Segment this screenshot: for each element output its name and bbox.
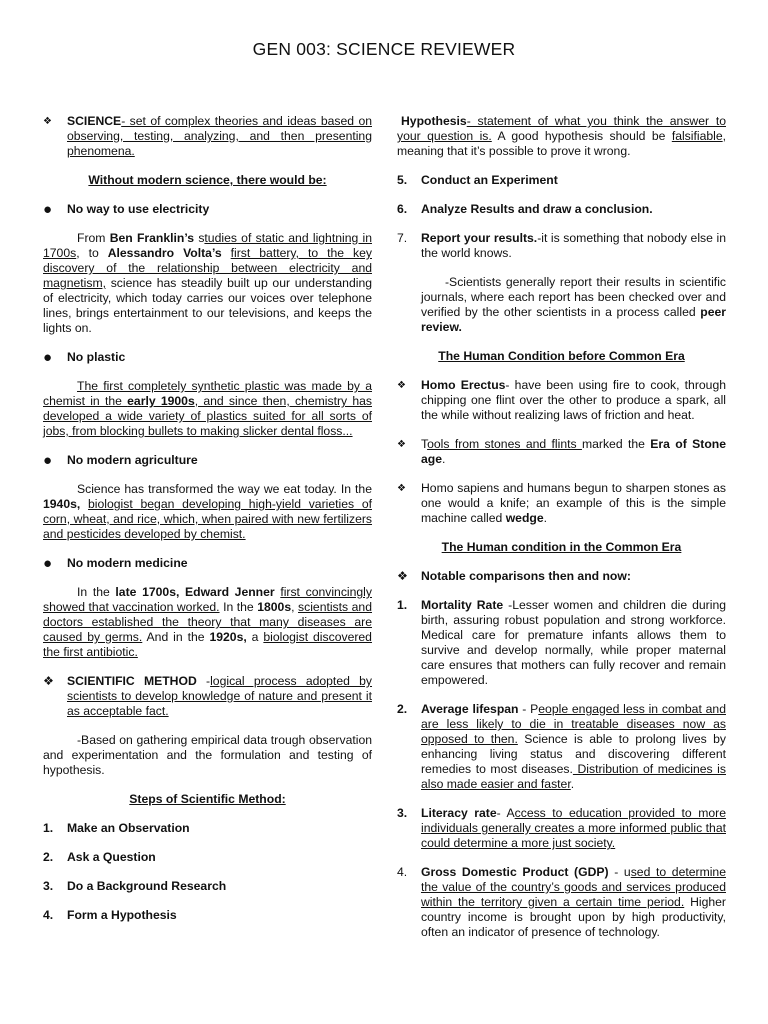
list-number: 3. (397, 806, 408, 820)
text-span: Literacy rate (421, 806, 497, 820)
step-label: Form a Hypothesis (67, 908, 177, 922)
text-span: , to (76, 246, 108, 260)
text-span: falsifiable (671, 129, 723, 143)
step-item (43, 850, 372, 865)
medicine-heading-text: No modern medicine (67, 556, 188, 570)
text-span: s (194, 231, 205, 245)
diamond-bullet-icon: ❖ (43, 674, 54, 688)
step-item (397, 231, 726, 261)
diamond-bullet-icon: ❖ (397, 380, 406, 391)
left-column (43, 114, 372, 937)
plastic-paragraph (43, 379, 372, 439)
text-span: , and since then, chemistry has developed a wide variety of plastics suited for all sorts of jobs, from blocking bullets to making slicker dental floss... (43, 394, 372, 438)
page-title: GEN 003: SCIENCE REVIEWER (252, 39, 516, 59)
step-label: Ask a Question (67, 850, 156, 864)
gdp-item (397, 865, 726, 940)
plastic-heading (43, 350, 372, 365)
step-number: 4. (43, 908, 54, 922)
text-span: . (442, 452, 446, 466)
text-span: And in the (142, 630, 210, 644)
step-label: Do a Background Research (67, 879, 227, 893)
list-number: 4. (397, 865, 408, 879)
without-science-heading: Without modern science, there would be: (88, 173, 327, 187)
step-number: 5. (397, 173, 408, 187)
text-span: 1920s, (209, 630, 247, 644)
text-span (222, 246, 231, 260)
text-span: Average lifespan (421, 702, 519, 716)
list-number: 2. (397, 702, 408, 716)
text-span: - u (608, 865, 631, 879)
text-span: wedge (505, 511, 544, 525)
text-span: ools from stones and flints (427, 437, 582, 451)
text-span: The first completely synthetic plastic was made by a chemist in the (43, 379, 372, 408)
plastic-heading-text: No plastic (67, 350, 126, 364)
text-span: , (291, 600, 299, 614)
electricity-paragraph (43, 231, 372, 336)
homo-erectus-item (397, 378, 726, 423)
step-label: Conduct an Experiment (421, 173, 558, 187)
text-span: - (196, 674, 211, 688)
text-span: - have been using fire to cook, through chipping one flint over the other to produce a spark, all the while without realizing laws of friction and heat. (421, 378, 726, 422)
before-ce-heading: The Human Condition before Common Era (438, 349, 685, 363)
text-span: late 1700s, Edward Jenner (115, 585, 275, 599)
mortality-rate-item (397, 598, 726, 688)
electricity-heading-text: No way to use electricity (67, 202, 210, 216)
peer-review-paragraph (397, 275, 726, 335)
text-span: Alessandro Volta’s (107, 246, 222, 260)
text-span: peer review. (421, 305, 726, 334)
step-item (397, 173, 726, 188)
text-span: In the (77, 585, 116, 599)
text-span: biologist discovered the first antibiotic. (43, 630, 372, 659)
average-lifespan-item (397, 702, 726, 792)
text-span (80, 497, 88, 511)
agriculture-heading-text: No modern agriculture (67, 453, 198, 467)
step-number: 3. (43, 879, 54, 893)
method-based-paragraph: -Based on gathering empirical data trough observation and experimentation and the formulation and testing of hypothesis. (43, 733, 372, 777)
science-definition (43, 114, 372, 159)
comparisons-heading (397, 569, 726, 584)
text-span: , meaning that it’s possible to prove it wrong. (397, 129, 727, 158)
bullet-dot-icon: ● (43, 555, 53, 572)
homo-sapiens-item (397, 481, 726, 526)
text-span: Higher country income is brought upon by high productivity, often an indicator of presence of technology. (421, 895, 726, 939)
text-span: biologist began developing high-yield varieties of corn, wheat, and rice, which, when paired with new fertilizers and pesticides developed by chemist. (43, 497, 372, 541)
text-span: scientists and doctors established the theory that many diseases are caused by germs. (43, 600, 372, 644)
electricity-heading (43, 202, 372, 217)
bullet-dot-icon: ● (43, 201, 53, 218)
text-span: Homo sapiens and humans begun to sharpen stones as one would a knife; an example of this is the simple machine called (421, 481, 726, 525)
agriculture-heading (43, 453, 372, 468)
diamond-bullet-icon: ❖ (397, 483, 406, 494)
text-span: Homo Erectus (421, 378, 506, 392)
text-span: Ben Franklin’s (109, 231, 195, 245)
literacy-rate-item (397, 806, 726, 851)
comparisons-heading-text: Notable comparisons then and now: (421, 569, 631, 583)
text-span: Science has transformed the way we eat today. In the (77, 482, 372, 496)
bullet-dot-icon: ● (43, 349, 53, 366)
diamond-bullet-icon: ❖ (397, 569, 408, 583)
text-span: Gross Domestic Product (GDP) (421, 865, 609, 879)
medicine-paragraph (43, 585, 372, 660)
step-item (43, 908, 372, 923)
text-span: - P (518, 702, 539, 716)
text-span: ccess to education provided to more individuals generally creates a more informed public that could determine a more just society. (421, 806, 726, 850)
text-span: . (543, 511, 548, 525)
text-span: tudies of static and lightning in 1700s (43, 231, 372, 260)
ce-heading: The Human condition in the Common Era (441, 540, 682, 554)
text-span: - A (496, 806, 515, 820)
text-span: -Scientists generally report their results in scientific journals, where each report has been checked over and verified by the other scientists in a process called (421, 275, 726, 319)
text-span: first battery, to the key discovery of the relationship between electricity and magnetism, (43, 246, 372, 290)
text-span: Science is able to prolong lives by enhancing living status and discovering different remedies to most diseases. (421, 732, 726, 776)
text-span: logical process adopted by scientists to develop knowledge of nature and present it as acceptable fact. (67, 674, 373, 718)
list-number: 1. (397, 598, 408, 612)
text-span: T (421, 437, 428, 451)
text-span: SCIENTIFIC METHOD (67, 674, 197, 688)
step-label: Report your results. (421, 231, 538, 245)
text-span: . (570, 777, 575, 791)
text-span: From (77, 231, 110, 245)
text-span: In the (219, 600, 258, 614)
hypothesis-definition (397, 114, 726, 159)
text-span: - statement of what you think the answer to your question is. (397, 114, 726, 143)
text-span: early 1900s (127, 394, 195, 408)
text-span: Distribution of medicines is also made easier and faster (421, 762, 726, 791)
text-span: sed to determine the value of the country’s goods and services produced within the territory given a certain time period. (421, 865, 726, 909)
step-item (43, 879, 372, 894)
stone-tools-item (397, 437, 726, 467)
text-span: -Lesser women and children die during birth, assuring robust population and strong workforce. Medical care for premature infants allows them to survive and develop normally, while proper maternal care ensures that mothers can fully recover and remain empowered. (421, 598, 727, 687)
science-def: - set of complex theories and ideas based on observing, testing, analyzing, and then presenting phenomena. (67, 114, 372, 158)
right-column (397, 114, 726, 954)
text-span: science has steadily built up our understanding of electricity, which today carries our voices over telephone lines, brings entertainment to our televisions, and keeps the lights on. (43, 276, 372, 335)
step-number: 2. (43, 850, 54, 864)
steps-heading: Steps of Scientific Method: (129, 792, 286, 806)
agriculture-paragraph (43, 482, 372, 542)
step-label: Make an Observation (67, 821, 190, 835)
medicine-heading (43, 556, 372, 571)
step-item (397, 202, 726, 217)
text-span: first convincingly showed that vaccination worked. (43, 585, 372, 614)
step-number: 1. (43, 821, 54, 835)
step-number: 7. (397, 231, 408, 245)
text-span: a (246, 630, 264, 644)
text-span: 1940s, (43, 497, 81, 511)
text-span: A good hypothesis should be (491, 129, 672, 143)
diamond-bullet-icon: ❖ (397, 439, 406, 450)
diamond-bullet-icon: ❖ (43, 116, 52, 127)
text-span: Era of Stone age (421, 437, 727, 466)
text-span: -it is something that nobody else in the world knows. (421, 231, 726, 260)
scientific-method-definition (43, 674, 372, 719)
bullet-dot-icon: ● (43, 452, 53, 469)
text-span: Mortality Rate (421, 598, 504, 612)
step-item (43, 821, 372, 836)
text-span: marked the (581, 437, 651, 451)
text-span: Hypothesis (401, 114, 467, 128)
text-span: 1800s (257, 600, 292, 614)
science-term: SCIENCE (67, 114, 122, 128)
step-number: 6. (397, 202, 408, 216)
step-label: Analyze Results and draw a conclusion. (421, 202, 653, 216)
text-span: eople engaged less in combat and are less likely to die in treatable diseases now as opposed to then. (421, 702, 726, 746)
